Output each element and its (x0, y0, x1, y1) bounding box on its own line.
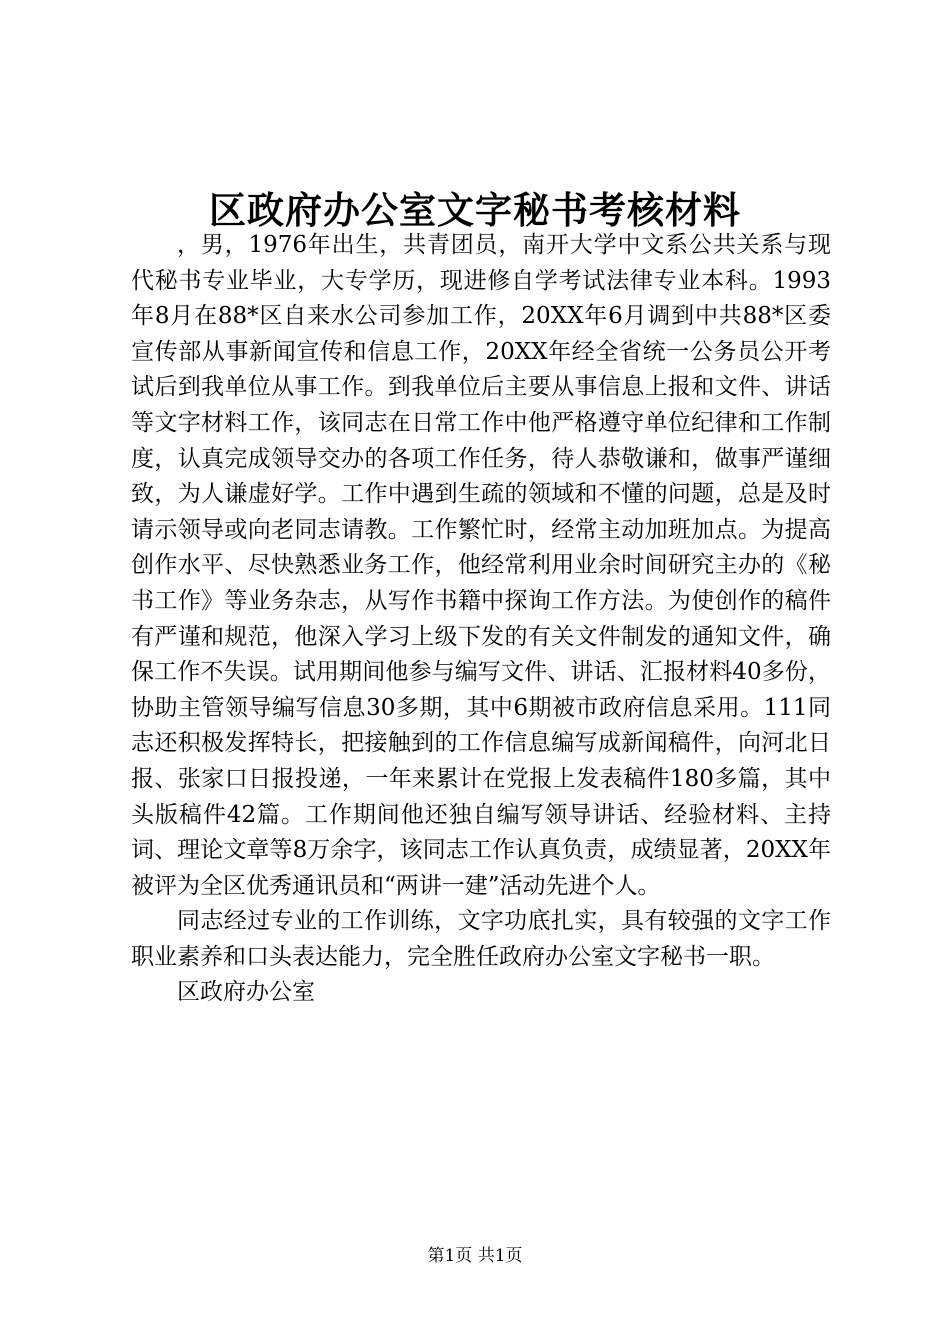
document-title: 区政府办公室文字秘书考核材料 (209, 188, 741, 232)
body-paragraph-1: ，男，1976年出生，共青团员，南开大学中文系公共关系与现代秘书专业毕业，大专学历，现进修自学考试法律专业本科。1993年8月在88*区自来水公司参加工作，20XX年6月调到中共88*区委宣传部从事新闻宣传和信息工作，20XX年经全省统一公务员公开考试后到我单位从事工作。到我单位后主要从事信息上报和文件、讲话等文字材料工作，该同志在日常工作中他严格遵守单位纪律和工作制度，认真完成领导交办的各项工作任务，待人恭敬谦和，做事严谨细致，为人谦虚好学。工作中遇到生疏的领域和不懂的问题，总是及时请示领导或向老同志请教。工作繁忙时，经常主动加班加点。为提高创作水平、尽快熟悉业务工作，他经常利用业余时间研究主办的《秘书工作》等业务杂志，从写作书籍中探询工作方法。为使创作的稿件有严谨和规范，他深入学习上级下发的有关文件制发的通知文件，确保工作不失误。试用期间他参与编写文件、讲话、汇报材料40多份，协助主管领导编写信息30多期，其中6期被市政府信息采用。111同志还积极发挥特长，把接触到的工作信息编写成新闻稿件，向河北日报、张家口日报投递，一年来累计在党报上发表稿件180多篇，其中头版稿件42篇。工作期间他还独自编写领导讲话、经验材料、主持词、理论文章等8万余字，该同志工作认真负责，成绩显著，20XX年被评为全区优秀通讯员和“两讲一建”活动先进个人。 (131, 232, 831, 899)
body-paragraph-2: 同志经过专业的工作训练，文字功底扎实，具有较强的文字工作职业素养和口头表达能力，完全胜任政府办公室文字秘书一职。 (131, 908, 831, 970)
signature-line: 区政府办公室 (177, 979, 315, 1006)
page-number-footer: 第1页 共1页 (427, 1246, 523, 1266)
document-body (131, 228, 831, 1011)
